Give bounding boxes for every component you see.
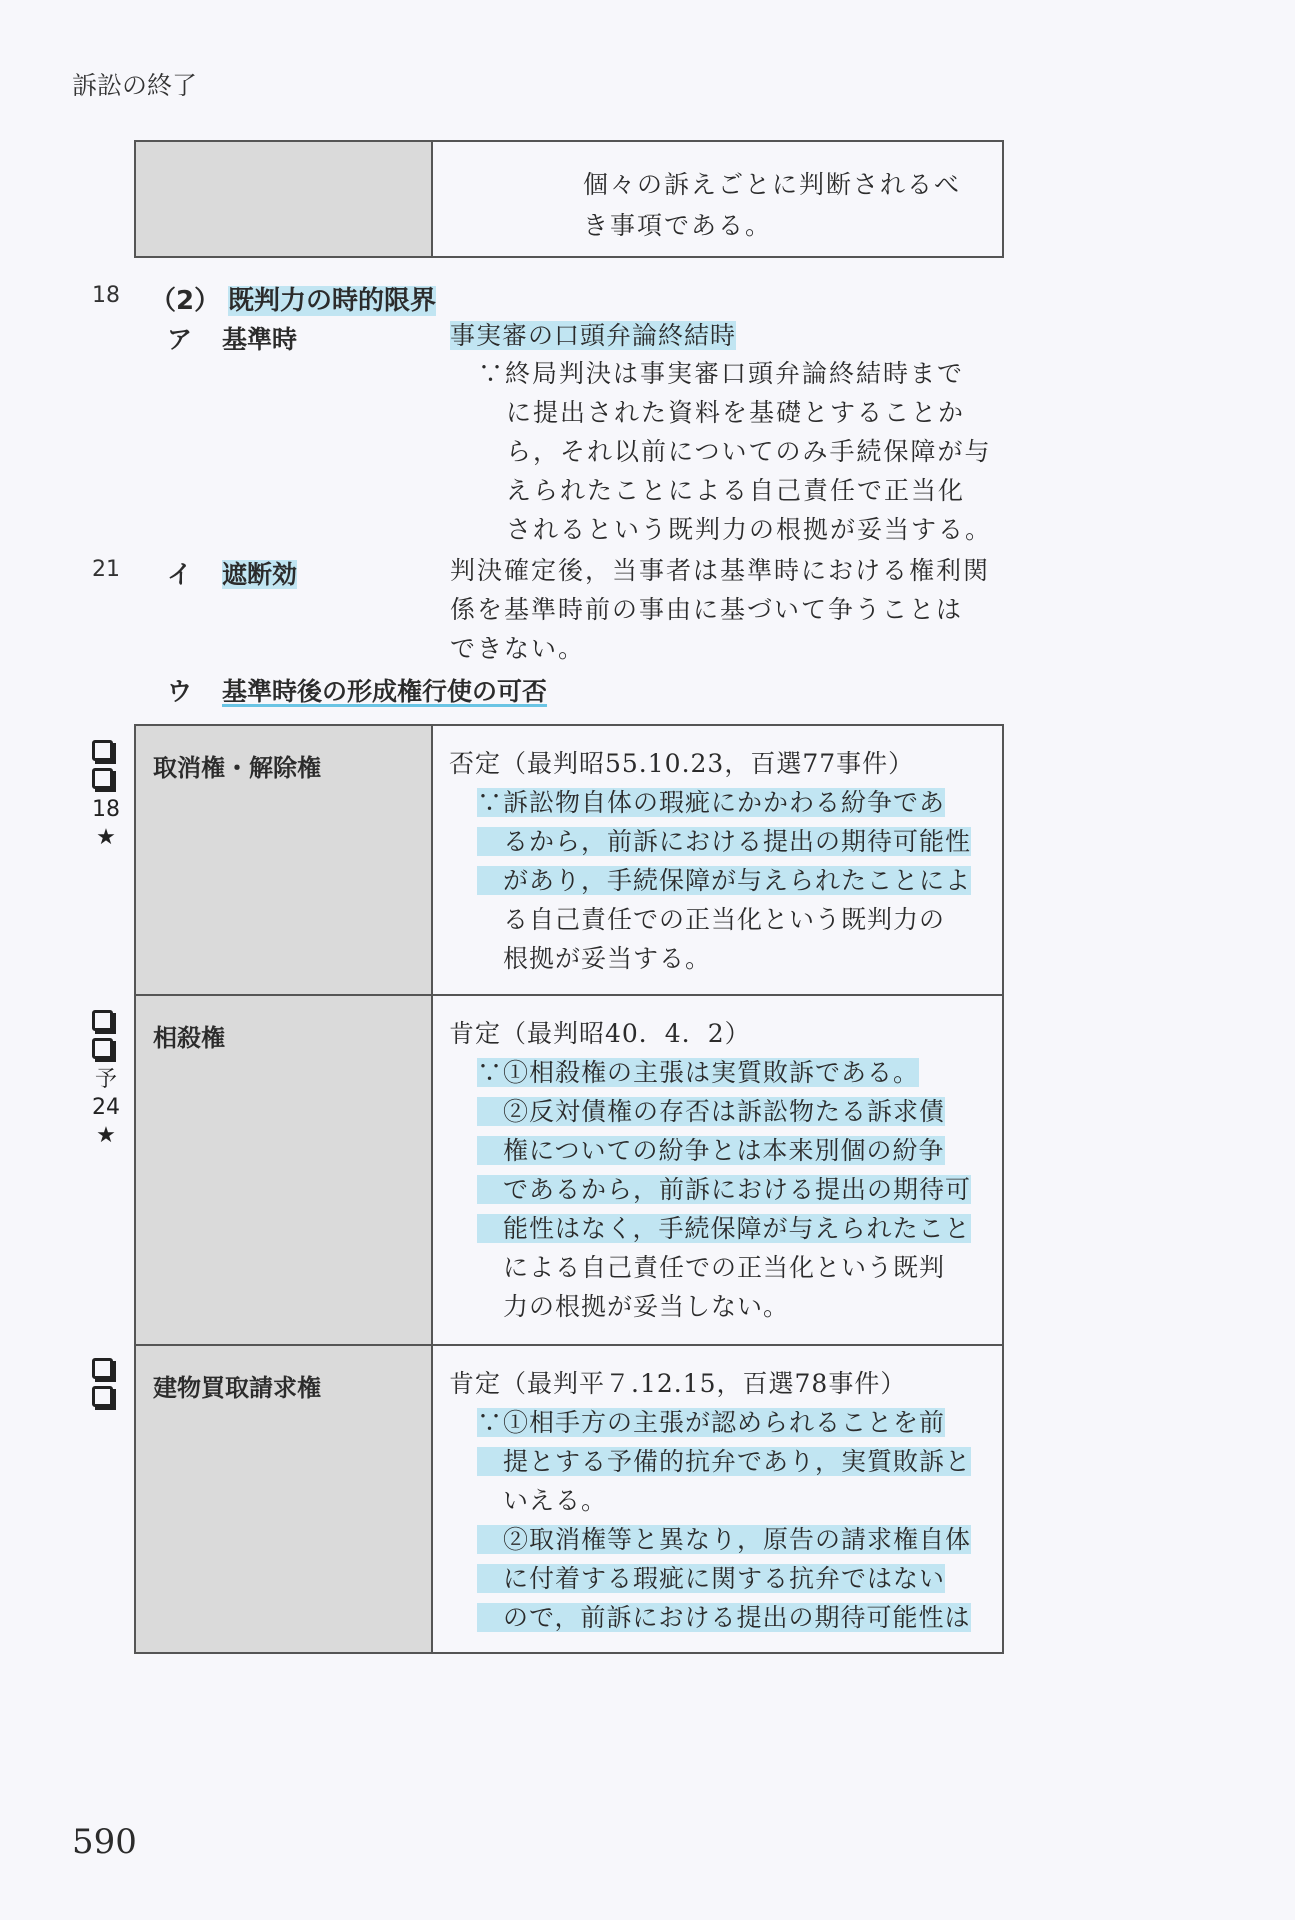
- top-table-right-cell: [433, 142, 1002, 256]
- checkbox-icon[interactable]: [92, 1358, 113, 1379]
- row2-side-markers: [91, 1010, 121, 1150]
- top-table: [134, 140, 1004, 258]
- row-line: ∵①相手方の主張が認められることを前: [477, 1408, 946, 1437]
- item-u-marker: ウ: [167, 677, 193, 706]
- item-a-label: 基準時: [222, 325, 298, 354]
- item-a-reason-line: に提出された資料を基礎とすることか: [506, 398, 966, 427]
- table-row: [136, 726, 1002, 996]
- row-line: による自己責任での正当化という既判: [477, 1253, 946, 1282]
- row-content-cell: [433, 996, 1002, 1344]
- item-i-body: [450, 551, 990, 668]
- row-label: 相殺権: [153, 1024, 225, 1052]
- checkbox-icon[interactable]: [92, 1038, 113, 1059]
- item-i-marker: イ: [167, 560, 193, 589]
- row-line: 否定（最判昭55.10.23，百選77事件）: [449, 749, 915, 778]
- item-a-value-text: 事実審の口頭弁論終結時: [450, 321, 737, 350]
- star-icon: ★: [96, 825, 116, 850]
- star-icon: ★: [96, 1123, 116, 1148]
- item-a-reason-line: ら，それ以前についてのみ手続保障が与: [506, 437, 992, 466]
- section-margin-number: 18: [92, 283, 120, 308]
- section-title-text: 既判力の時的限界: [228, 286, 437, 316]
- item-i-line: できない。: [450, 634, 586, 663]
- page-number: 590: [72, 1822, 137, 1862]
- row3-side-markers: [91, 1358, 121, 1414]
- row-label-cell: [136, 996, 433, 1344]
- row-line: 権についての紛争とは本来別個の紛争: [477, 1136, 945, 1165]
- item-u-label: [222, 672, 547, 708]
- row-content-cell: [433, 1346, 1002, 1652]
- row-line: 能性はなく，手続保障が与えられたこと: [477, 1214, 971, 1243]
- row-line: 根拠が妥当する。: [477, 944, 712, 973]
- row-line: いえる。: [477, 1486, 608, 1515]
- item-a-reason-line: ∵終局判決は事実審口頭弁論終結時まで: [478, 359, 965, 388]
- item-a-reason-line: されるという既判力の根拠が妥当する。: [506, 515, 993, 544]
- item-u-label-text: 基準時後の形成権行使の可否: [222, 677, 548, 706]
- section-title: [228, 280, 436, 317]
- checkbox-icon[interactable]: [92, 740, 113, 761]
- row-line: ②取消権等と異なり，原告の請求権自体: [477, 1525, 972, 1554]
- row2-side-prefix: 予: [94, 1067, 117, 1092]
- row-line: 肯定（最判昭40．4．2）: [449, 1019, 751, 1048]
- row-line: るから，前訴における提出の期待可能性: [477, 827, 972, 856]
- row2-side-number: 24: [92, 1095, 120, 1120]
- formation-rights-table: [134, 724, 1004, 1654]
- item-i-label: [222, 555, 297, 591]
- row1-side-number: 18: [92, 797, 120, 822]
- row-label: 建物買取請求権: [153, 1374, 321, 1402]
- row-content-cell: [433, 726, 1002, 994]
- row-label: 取消権・解除権: [153, 754, 321, 782]
- row-line: る自己責任での正当化という既判力の: [477, 905, 946, 934]
- row-line: 肯定（最判平７.12.15，百選78事件）: [449, 1369, 907, 1398]
- checkbox-icon[interactable]: [92, 768, 113, 789]
- running-title: 訴訟の終了: [72, 71, 198, 100]
- row-line: 力の根拠が妥当しない。: [477, 1292, 790, 1321]
- checkbox-icon[interactable]: [92, 1010, 113, 1031]
- section-label: （2）: [150, 286, 221, 316]
- row-line: ∵①相殺権の主張は実質敗訴である。: [477, 1058, 920, 1087]
- row-line: ので，前訴における提出の期待可能性は: [477, 1603, 971, 1632]
- row-label-cell: [136, 726, 433, 994]
- item-i-line: 判決確定後，当事者は基準時における権利関: [450, 556, 991, 585]
- item-i-line: 係を基準時前の事由に基づいて争うことは: [450, 595, 964, 624]
- row-line: ②反対債権の存否は訴訟物たる訴求債: [477, 1097, 946, 1126]
- item-i-margin-number: 21: [92, 557, 120, 582]
- top-table-left-cell: [136, 142, 433, 256]
- row-line: であるから，前訴における提出の期待可: [477, 1175, 972, 1204]
- row-label-cell: [136, 1346, 433, 1652]
- item-a-reason-line: えられたことによる自己責任で正当化: [506, 476, 966, 505]
- item-a-value: [450, 316, 736, 355]
- checkbox-icon[interactable]: [92, 1386, 113, 1407]
- row-line: 提とする予備的抗弁であり，実質敗訴と: [477, 1447, 972, 1476]
- table-row: [136, 1346, 1002, 1652]
- row-line: ∵訴訟物自体の瑕疵にかかわる紛争であ: [477, 788, 946, 817]
- item-i-label-text: 遮断効: [222, 560, 298, 589]
- table-row: [136, 996, 1002, 1346]
- top-table-line: き事項である。: [583, 211, 773, 240]
- row-line: があり，手続保障が与えられたことによ: [477, 866, 972, 895]
- row1-side-markers: [91, 740, 121, 852]
- item-a-marker: ア: [167, 325, 193, 354]
- top-table-line: 個々の訴えごとに判断されるべ: [583, 170, 962, 199]
- row-line: に付着する瑕疵に関する抗弁ではない: [477, 1564, 946, 1593]
- item-a-reason: [478, 354, 992, 549]
